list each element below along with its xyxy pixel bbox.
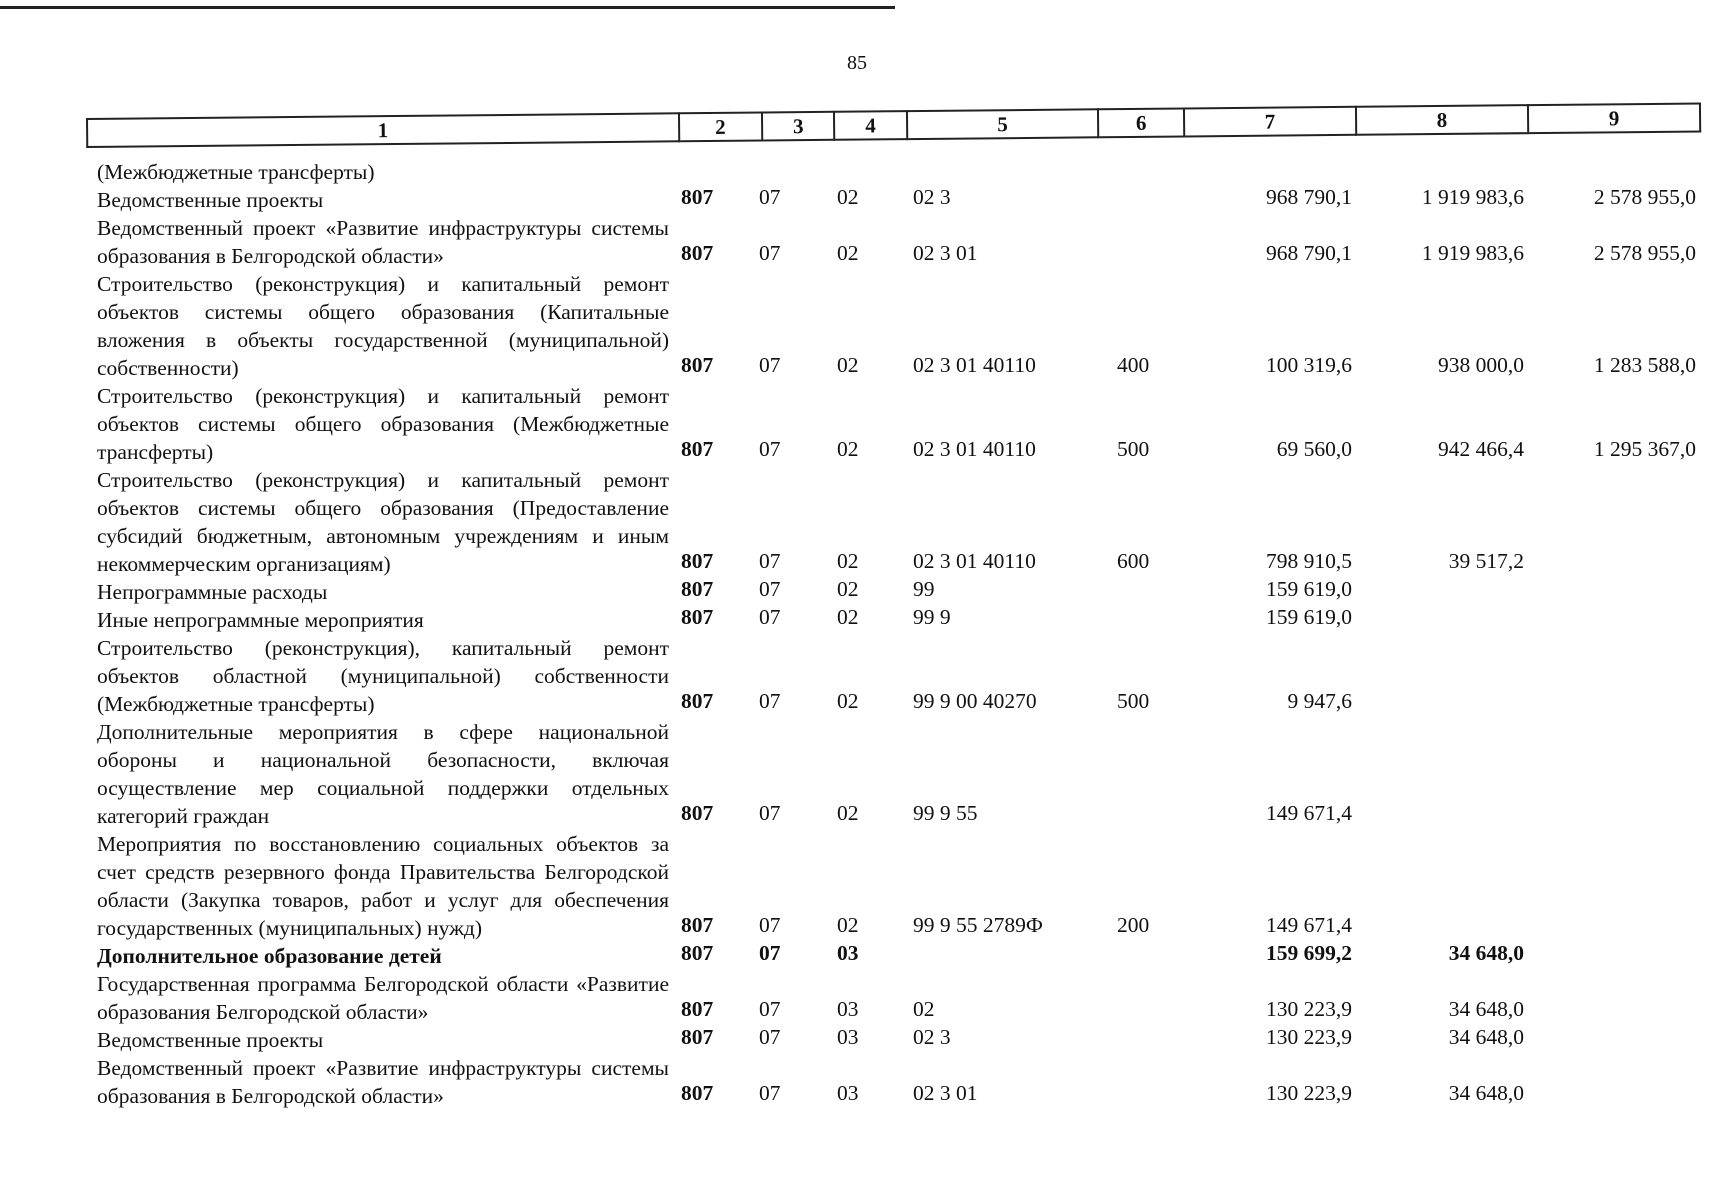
subsection-code-cell: 02 [837,913,859,937]
amount-col7-cell: 130 223,9 [1266,997,1352,1021]
target-article-cell: 99 [913,577,935,601]
budget-table-body [97,158,1697,1110]
header-cell: 6 [1098,108,1184,137]
section-code-cell: 07 [759,689,781,713]
subsection-code-cell: 02 [837,437,859,461]
table-row [97,466,1697,578]
amount-col7-cell: 968 790,1 [1266,241,1352,265]
amount-col9-cell: 2 578 955,0 [1593,241,1696,265]
amount-col7-cell: 130 223,9 [1266,1025,1352,1049]
subsection-code-cell: 02 [837,241,859,265]
expense-type-cell: 500 [1117,689,1150,713]
subsection-code-cell: 02 [837,577,859,601]
target-article-cell: 02 3 01 40110 [913,437,1036,461]
ministry-code-cell: 807 [681,913,714,937]
amount-col9-cell: 2 578 955,0 [1593,185,1696,209]
row-name-cell: Строительство (реконструкция) и капитальный ремонт объектов системы общего образования (Предоставление субсидий бюджетным, автономным учреждениям и иным некоммерческим организациям) [97,468,669,576]
target-article-cell: 02 3 [913,1025,951,1049]
table-row [97,606,1697,634]
row-name-cell: Ведомственные проекты [97,1028,324,1052]
target-article-cell: 02 3 01 [913,1081,978,1105]
section-code-cell: 07 [759,577,781,601]
expense-type-cell: 500 [1117,437,1150,461]
row-name-cell: Непрограммные расходы [97,580,328,604]
amount-col8-cell: 1 919 983,6 [1421,241,1524,265]
header-cell: 4 [834,111,907,140]
subsection-code-cell: 03 [837,1081,859,1105]
table-row [97,270,1697,382]
target-article-cell: 02 [913,997,935,1021]
row-name-cell: Ведомственные проекты [97,188,324,212]
table-row [97,578,1697,606]
expense-type-cell: 600 [1117,549,1150,573]
header-row [87,104,1700,147]
header-cell: 8 [1356,105,1528,135]
expense-type-cell: 200 [1117,913,1150,937]
ministry-code-cell: 807 [681,353,714,377]
table-row [97,634,1697,718]
target-article-cell: 02 3 01 40110 [913,549,1036,573]
subsection-code-cell: 02 [837,689,859,713]
row-name-cell: Дополнительное образование детей [97,944,442,968]
target-article-cell: 99 9 00 40270 [913,689,1037,713]
target-article-cell: 99 9 55 2789Ф [913,913,1043,937]
target-article-cell: 99 9 [913,605,951,629]
section-code-cell: 07 [759,997,781,1021]
ministry-code-cell: 807 [681,437,714,461]
table-row [97,1054,1697,1110]
header-cell: 1 [87,113,679,147]
section-code-cell: 07 [759,437,781,461]
amount-col7-cell: 798 910,5 [1266,549,1352,573]
ministry-code-cell: 807 [681,941,714,965]
section-code-cell: 07 [759,549,781,573]
section-code-cell: 07 [759,801,781,825]
amount-col7-cell: 159 619,0 [1266,577,1352,601]
row-name-cell: (Межбюджетные трансферты) [97,160,375,184]
page-number: 85 [847,52,867,74]
amount-col8-cell: 39 517,2 [1448,549,1524,573]
row-name-cell: Ведомственный проект «Развитие инфраструктуры системы образования в Белгородской области» [97,216,669,268]
section-code-cell: 07 [759,1081,781,1105]
ministry-code-cell: 807 [681,549,714,573]
ministry-code-cell: 807 [681,801,714,825]
amount-col8-cell: 942 466,4 [1438,437,1524,461]
amount-col7-cell: 149 671,4 [1266,801,1352,825]
target-article-cell: 02 3 01 [913,241,978,265]
ministry-code-cell: 807 [681,997,714,1021]
amount-col8-cell: 34 648,0 [1448,941,1524,965]
target-article-cell: 99 9 55 [913,801,978,825]
ministry-code-cell: 807 [681,1025,714,1049]
table-row [97,1026,1697,1054]
header-cell: 5 [907,109,1099,139]
amount-col9-cell: 1 283 588,0 [1593,353,1696,377]
amount-col8-cell: 34 648,0 [1448,1081,1524,1105]
expense-type-cell: 400 [1117,353,1150,377]
target-article-cell: 02 3 [913,185,951,209]
target-article-cell: 02 3 01 40110 [913,353,1036,377]
row-name-cell: Строительство (реконструкция) и капитальный ремонт объектов системы общего образования (Межбюджетные трансферты) [97,384,669,464]
header-cell: 7 [1184,107,1356,137]
amount-col7-cell: 69 560,0 [1276,437,1352,461]
amount-col7-cell: 159 619,0 [1266,605,1352,629]
table-row [97,970,1697,1026]
section-code-cell: 07 [759,1025,781,1049]
row-name-cell: Дополнительные мероприятия в сфере национальной обороны и национальной безопасности, включая осуществление мер социальной поддержки отдельных категорий граждан [97,720,669,828]
amount-col9-cell: 1 295 367,0 [1593,437,1696,461]
subsection-code-cell: 02 [837,185,859,209]
ministry-code-cell: 807 [681,1081,714,1105]
subsection-code-cell: 03 [837,997,859,1021]
subsection-code-cell: 03 [837,941,859,965]
amount-col7-cell: 9 947,6 [1287,689,1352,713]
ministry-code-cell: 807 [681,241,714,265]
amount-col8-cell: 1 919 983,6 [1421,185,1524,209]
ministry-code-cell: 807 [681,185,714,209]
header-cell: 2 [679,113,763,142]
amount-col7-cell: 149 671,4 [1266,913,1352,937]
header-cell: 3 [762,112,835,141]
amount-col7-cell: 968 790,1 [1266,185,1352,209]
table-row [97,186,1697,214]
amount-col8-cell: 938 000,0 [1438,353,1524,377]
amount-col7-cell: 100 319,6 [1266,353,1352,377]
table-row [97,382,1697,466]
amount-col7-cell: 159 699,2 [1266,941,1352,965]
amount-col7-cell: 130 223,9 [1266,1081,1352,1105]
row-name-cell: Строительство (реконструкция) и капитальный ремонт объектов системы общего образования (Капитальные вложения в объекты государственной (муниципальной) собственности) [97,272,669,380]
subsection-code-cell: 03 [837,1025,859,1049]
subsection-code-cell: 02 [837,801,859,825]
row-name-cell: Иные непрограммные мероприятия [97,608,424,632]
subsection-code-cell: 02 [837,353,859,377]
column-header-table [86,102,1701,148]
section-code-cell: 07 [759,353,781,377]
top-rule [0,6,895,9]
row-name-cell: Строительство (реконструкция), капитальный ремонт объектов областной (муниципальной) собственности (Межбюджетные трансферты) [97,636,669,716]
row-name-cell: Государственная программа Белгородской области «Развитие образования Белгородской области» [97,972,669,1024]
amount-col8-cell: 34 648,0 [1448,1025,1524,1049]
table-row [97,158,1697,186]
table-row [97,942,1697,970]
header-cell: 9 [1528,104,1700,134]
table-row [97,830,1697,942]
ministry-code-cell: 807 [681,577,714,601]
section-code-cell: 07 [759,241,781,265]
section-code-cell: 07 [759,913,781,937]
row-name-cell: Мероприятия по восстановлению социальных объектов за счет средств резервного фонда Правительства Белгородской области (Закупка товаров, работ и услуг для обеспечения государственных (муниципальных) нужд) [97,832,669,940]
subsection-code-cell: 02 [837,549,859,573]
ministry-code-cell: 807 [681,605,714,629]
section-code-cell: 07 [759,605,781,629]
table-row [97,214,1697,270]
amount-col8-cell: 34 648,0 [1448,997,1524,1021]
subsection-code-cell: 02 [837,605,859,629]
section-code-cell: 07 [759,941,781,965]
table-row [97,718,1697,830]
ministry-code-cell: 807 [681,689,714,713]
row-name-cell: Ведомственный проект «Развитие инфраструктуры системы образования в Белгородской области» [97,1056,669,1108]
section-code-cell: 07 [759,185,781,209]
